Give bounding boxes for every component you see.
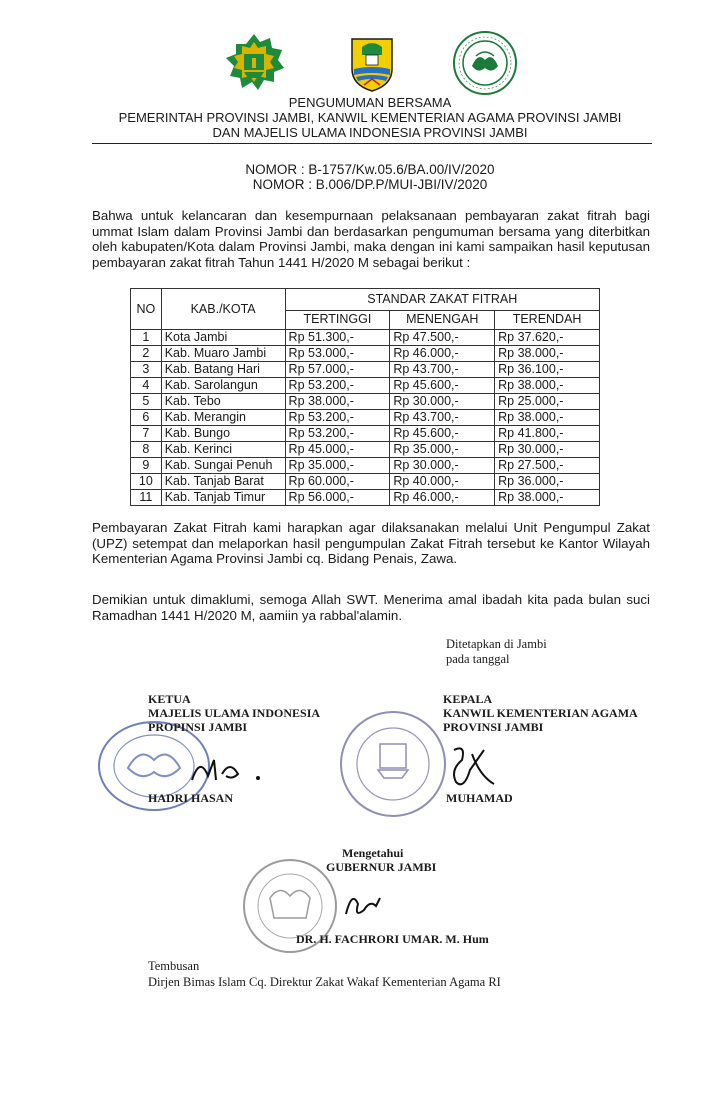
tembusan-text: Dirjen Bimas Islam Cq. Direktur Zakat Wakaf Kementerian Agama RI xyxy=(148,975,501,989)
cell-tertinggi: Rp 45.000,- xyxy=(285,442,390,458)
table-header-row xyxy=(131,289,600,311)
cell-tertinggi: Rp 53.200,- xyxy=(285,378,390,394)
nomor-2: NOMOR : B.006/DP.P/MUI-JBI/IV/2020 xyxy=(252,177,488,192)
sig-left-name: HADRI HASAN xyxy=(148,791,234,805)
ditetapkan-block xyxy=(446,637,547,667)
announcement-title: PENGUMUMAN BERSAMA xyxy=(288,95,452,110)
col-head-kab: KAB./KOTA xyxy=(161,289,285,330)
upz-paragraph: Pembayaran Zakat Fitrah kami harapkan agar dilaksanakan melalui Unit Pengumpul Zakat (UPZ) setempat dan melaporkan hasil pengumpulan Zakat Fitrah tersebut ke Kantor Wilayah Kementerian Agama Provinsi Jambi cq. Bidang Penais, Zawa. xyxy=(92,520,650,566)
jambi-province-logo xyxy=(348,35,396,93)
cell-menengah: Rp 43.700,- xyxy=(390,362,495,378)
signature-right-scrawl xyxy=(440,740,520,795)
cell-menengah: Rp 35.000,- xyxy=(390,442,495,458)
kanwil-stamp xyxy=(338,700,448,828)
cell-tertinggi: Rp 53.200,- xyxy=(285,410,390,426)
cell-kab: Kab. Merangin xyxy=(161,410,285,426)
table-body xyxy=(131,330,600,506)
cell-menengah: Rp 46.000,- xyxy=(390,346,495,362)
table-row xyxy=(131,378,600,394)
cell-menengah: Rp 30.000,- xyxy=(390,458,495,474)
cell-kab: Kab. Tanjab Timur xyxy=(161,490,285,506)
cell-no: 7 xyxy=(131,426,162,442)
cell-kab: Kab. Batang Hari xyxy=(161,362,285,378)
cell-tertinggi: Rp 38.000,- xyxy=(285,394,390,410)
cell-kab: Kab. Kerinci xyxy=(161,442,285,458)
kemenag-logo xyxy=(222,32,286,94)
col-head-group: STANDAR ZAKAT FITRAH xyxy=(285,289,599,311)
signature-left-title xyxy=(148,692,320,734)
cell-terendah: Rp 25.000,- xyxy=(495,394,600,410)
cell-menengah: Rp 45.600,- xyxy=(390,426,495,442)
cell-no: 8 xyxy=(131,442,162,458)
cell-terendah: Rp 41.800,- xyxy=(495,426,600,442)
cell-menengah: Rp 46.000,- xyxy=(390,490,495,506)
sig-right-line2: KANWIL KEMENTERIAN AGAMA xyxy=(443,706,638,720)
cell-menengah: Rp 45.600,- xyxy=(390,378,495,394)
cell-kab: Kab. Muaro Jambi xyxy=(161,346,285,362)
signature-center-scrawl xyxy=(336,884,386,924)
table-row xyxy=(131,362,600,378)
cell-terendah: Rp 36.100,- xyxy=(495,362,600,378)
cell-tertinggi: Rp 60.000,- xyxy=(285,474,390,490)
header-line-2: PEMERINTAH PROVINSI JAMBI, KANWIL KEMENTERIAN AGAMA PROVINSI JAMBI xyxy=(118,110,622,125)
header-divider xyxy=(92,143,652,144)
cell-tertinggi: Rp 51.300,- xyxy=(285,330,390,346)
cell-terendah: Rp 38.000,- xyxy=(495,410,600,426)
table-row xyxy=(131,458,600,474)
col-head-tertinggi: TERTINGGI xyxy=(285,310,390,329)
cell-terendah: Rp 38.000,- xyxy=(495,346,600,362)
table-row xyxy=(131,330,600,346)
cell-kab: Kab. Tebo xyxy=(161,394,285,410)
cell-terendah: Rp 38.000,- xyxy=(495,490,600,506)
cell-terendah: Rp 38.000,- xyxy=(495,378,600,394)
gubernur-stamp xyxy=(240,848,340,966)
cell-menengah: Rp 40.000,- xyxy=(390,474,495,490)
cell-no: 6 xyxy=(131,410,162,426)
cell-tertinggi: Rp 53.000,- xyxy=(285,346,390,362)
tembusan-block xyxy=(148,958,501,990)
cell-terendah: Rp 30.000,- xyxy=(495,442,600,458)
sig-right-line3: PROVINSI JAMBI xyxy=(443,720,544,734)
cell-no: 5 xyxy=(131,394,162,410)
cell-tertinggi: Rp 56.000,- xyxy=(285,490,390,506)
table-row xyxy=(131,346,600,362)
table-row xyxy=(131,474,600,490)
cell-kab: Kab. Bungo xyxy=(161,426,285,442)
table-row xyxy=(131,410,600,426)
cell-no: 1 xyxy=(131,330,162,346)
cell-no: 11 xyxy=(131,490,162,506)
ditetapkan-date: pada tanggal xyxy=(446,652,510,666)
cell-menengah: Rp 30.000,- xyxy=(390,394,495,410)
sig-right-name: MUHAMAD xyxy=(446,791,513,805)
table-row xyxy=(131,426,600,442)
table-row xyxy=(131,394,600,410)
sig-center-name: DR. H. FACHRORI UMAR. M. Hum xyxy=(296,932,489,946)
col-head-menengah: MENENGAH xyxy=(390,310,495,329)
signature-left-scrawl xyxy=(186,750,276,790)
cell-no: 10 xyxy=(131,474,162,490)
cell-kab: Kab. Sarolangun xyxy=(161,378,285,394)
cell-terendah: Rp 27.500,- xyxy=(495,458,600,474)
mui-logo xyxy=(452,30,518,96)
ditetapkan-place: Ditetapkan di Jambi xyxy=(446,637,547,651)
sig-center-line2: GUBERNUR JAMBI xyxy=(326,860,437,874)
closing-paragraph: Demikian untuk dimaklumi, semoga Allah SWT. Menerima amal ibadah kita pada bulan suci Ramadhan 1441 H/2020 M, aamiin ya rabbal'alamin. xyxy=(92,592,650,623)
cell-terendah: Rp 36.000,- xyxy=(495,474,600,490)
cell-kab: Kota Jambi xyxy=(161,330,285,346)
signature-right-title xyxy=(443,692,638,734)
cell-terendah: Rp 37.620,- xyxy=(495,330,600,346)
col-head-terendah: TERENDAH xyxy=(495,310,600,329)
sig-left-line1: KETUA xyxy=(148,692,191,706)
cell-tertinggi: Rp 57.000,- xyxy=(285,362,390,378)
cell-no: 3 xyxy=(131,362,162,378)
table-row xyxy=(131,442,600,458)
cell-tertinggi: Rp 53.200,- xyxy=(285,426,390,442)
table-row xyxy=(131,490,600,506)
col-head-no: NO xyxy=(131,289,162,330)
cell-tertinggi: Rp 35.000,- xyxy=(285,458,390,474)
cell-no: 4 xyxy=(131,378,162,394)
sig-right-line1: KEPALA xyxy=(443,692,493,706)
cell-kab: Kab. Tanjab Barat xyxy=(161,474,285,490)
cell-no: 9 xyxy=(131,458,162,474)
intro-paragraph: Bahwa untuk kelancaran dan kesempurnaan pelaksanaan pembayaran zakat fitrah bagi ummat Islam dalam Provinsi Jambi dan berdasarkan pengumuman bersama yang diterbitkan oleh kabupaten/Kota dalam Provinsi Jambi, maka dengan ini kami sampaikan hasil keputusan pembayaran zakat fitrah Tahun 1441 H/2020 M sebagai berikut : xyxy=(92,208,650,270)
tembusan-label: Tembusan xyxy=(148,959,200,973)
sig-center-line1: Mengetahui xyxy=(342,846,404,860)
cell-menengah: Rp 47.500,- xyxy=(390,330,495,346)
nomor-1: NOMOR : B-1757/Kw.05.6/BA.00/IV/2020 xyxy=(245,162,495,177)
cell-kab: Kab. Sungai Penuh xyxy=(161,458,285,474)
cell-no: 2 xyxy=(131,346,162,362)
signature-center-title xyxy=(326,846,436,874)
sig-left-line3: PROPINSI JAMBI xyxy=(148,720,248,734)
cell-menengah: Rp 43.700,- xyxy=(390,410,495,426)
header-line-3: DAN MAJELIS ULAMA INDONESIA PROVINSI JAMBI xyxy=(212,125,528,140)
sig-left-line2: MAJELIS ULAMA INDONESIA xyxy=(148,706,321,720)
zakat-fitrah-table xyxy=(130,288,600,506)
